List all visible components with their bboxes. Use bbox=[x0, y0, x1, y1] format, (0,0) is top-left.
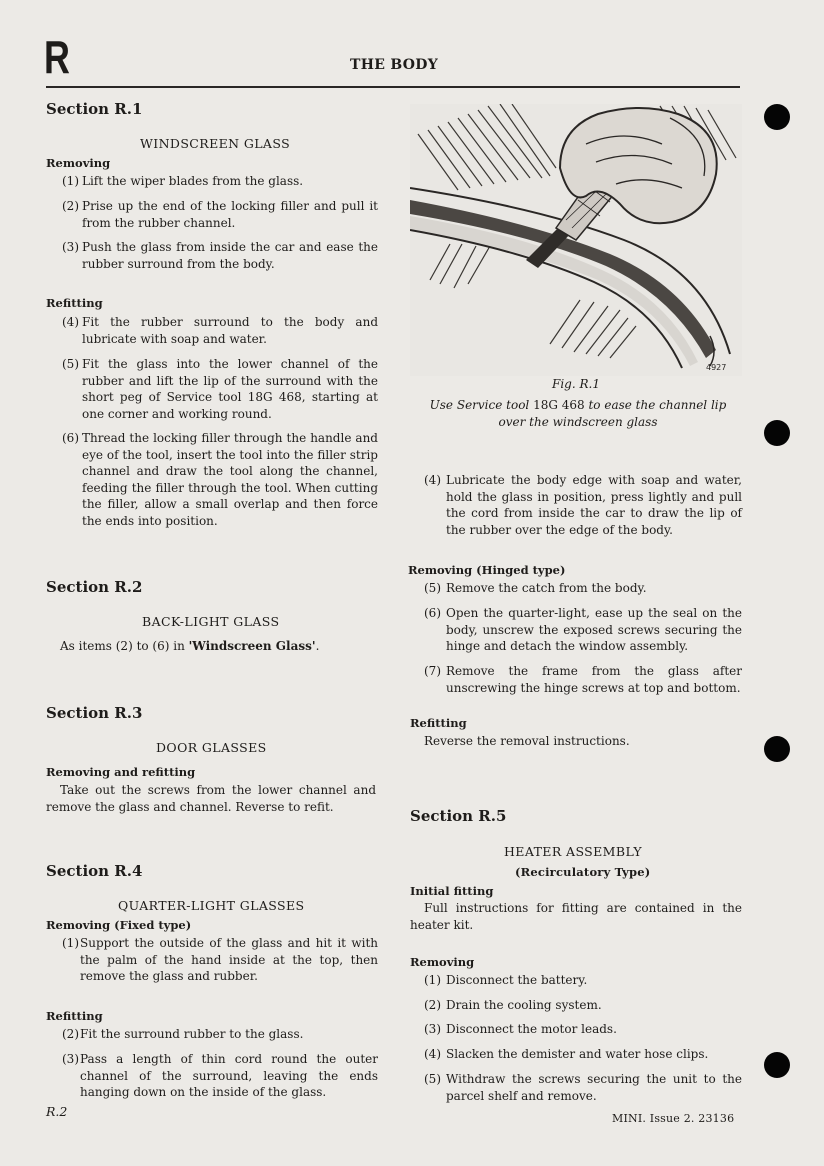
figure-number: 4927 bbox=[706, 363, 727, 372]
list-item: (5) Fit the glass into the lower channel of the rubber and lift the lip of the surround with the short peg of Service tool 18G 468, starting at one corner and working round. bbox=[62, 357, 378, 421]
binder-hole bbox=[764, 736, 790, 762]
issue-info: MINI. Issue 2. 23136 bbox=[612, 1112, 735, 1125]
list-item: (4) Lubricate the body edge with soap and water, hold the glass in position, press lightly and pull the cord from inside the car to draw the lip of the rubber over the edge of the body. bbox=[424, 473, 742, 537]
list-item: (7) Remove the frame from the glass after unscrewing the hinge screws at top and bottom. bbox=[424, 664, 742, 695]
list-item: (2) Drain the cooling system. bbox=[424, 998, 602, 1012]
list-item: (1) Disconnect the battery. bbox=[424, 973, 588, 987]
removing-heading: Removing bbox=[46, 156, 111, 170]
quarter-light-title: QUARTER-LIGHT GLASSES bbox=[118, 898, 305, 913]
list-item: (3) Pass a length of thin cord round the outer channel of the surround, leaving the ends hanging down on the inside of the glass. bbox=[62, 1052, 378, 1099]
removing-fixed-heading: Removing (Fixed type) bbox=[46, 918, 192, 932]
figure-label: Fig. R.1 bbox=[552, 377, 600, 391]
section-heading-r2: Section R.2 bbox=[46, 578, 143, 596]
section-heading-r4: Section R.4 bbox=[46, 862, 143, 880]
page-number: R.2 bbox=[46, 1104, 68, 1119]
section-heading-r3: Section R.3 bbox=[46, 704, 143, 722]
door-glasses-title: DOOR GLASSES bbox=[156, 740, 267, 755]
refitting-heading: Refitting bbox=[46, 296, 103, 310]
list-item: (2) Fit the surround rubber to the glass. bbox=[62, 1027, 304, 1041]
heater-subtitle: (Recirculatory Type) bbox=[515, 865, 651, 879]
removing-hinged-heading: Removing (Hinged type) bbox=[408, 563, 566, 577]
refitting-heading: Refitting bbox=[46, 1009, 103, 1023]
list-item: (1) Lift the wiper blades from the glass. bbox=[62, 174, 304, 188]
initial-fitting-text: Full instructions for fitting are contained in the heater kit. bbox=[410, 901, 742, 932]
list-item: (5) Withdraw the screws securing the unit to the parcel shelf and remove. bbox=[424, 1072, 742, 1103]
list-item: (3) Push the glass from inside the car and ease the rubber surround from the body. bbox=[62, 240, 378, 271]
list-item: (4) Fit the rubber surround to the body and lubricate with soap and water. bbox=[62, 315, 378, 346]
back-light-text: As items (2) to (6) in 'Windscreen Glass'. bbox=[60, 639, 320, 653]
list-item: (6) Open the quarter-light, ease up the seal on the body, unscrew the exposed screws securing the hinge and detach the window assembly. bbox=[424, 606, 742, 653]
section-heading-r1: Section R.1 bbox=[46, 100, 143, 118]
binder-hole bbox=[764, 104, 790, 130]
figure-caption: Use Service tool 18G 468 to ease the channel lip over the windscreen glass bbox=[429, 398, 727, 429]
binder-hole bbox=[764, 1052, 790, 1078]
list-item: (5) Remove the catch from the body. bbox=[424, 581, 647, 595]
refitting-heading: Refitting bbox=[410, 716, 467, 730]
list-item: (2) Prise up the end of the locking filler and pull it from the rubber channel. bbox=[62, 199, 378, 230]
section-letter: R bbox=[44, 31, 70, 83]
page-title: THE BODY bbox=[350, 57, 439, 73]
header-rule bbox=[46, 86, 740, 88]
back-light-glass-title: BACK-LIGHT GLASS bbox=[142, 614, 280, 629]
section-heading-r5: Section R.5 bbox=[410, 807, 507, 825]
initial-fitting-heading: Initial fitting bbox=[410, 884, 494, 898]
door-glasses-text: Take out the screws from the lower channel and remove the glass and channel. Reverse to refit. bbox=[46, 783, 376, 814]
heater-assembly-title: HEATER ASSEMBLY bbox=[504, 844, 643, 859]
list-item: (4) Slacken the demister and water hose clips. bbox=[424, 1047, 709, 1061]
binder-hole bbox=[764, 420, 790, 446]
figure-illustration bbox=[410, 104, 742, 376]
refit-text: Reverse the removal instructions. bbox=[424, 734, 630, 748]
removing-heading: Removing bbox=[410, 955, 475, 969]
list-item: (6) Thread the locking filler through the handle and eye of the tool, insert the tool into the filler strip channel and draw the tool along the channel, feeding the filler through the tool. When cutting the filler, allow a small overlap and then force the ends into position. bbox=[62, 431, 378, 528]
removing-refitting-heading: Removing and refitting bbox=[46, 765, 196, 779]
list-item: (3) Disconnect the motor leads. bbox=[424, 1022, 617, 1036]
windscreen-glass-title: WINDSCREEN GLASS bbox=[140, 136, 291, 151]
list-item: (1) Support the outside of the glass and hit it with the palm of the hand inside at the top, then remove the glass and rubber. bbox=[62, 936, 378, 983]
